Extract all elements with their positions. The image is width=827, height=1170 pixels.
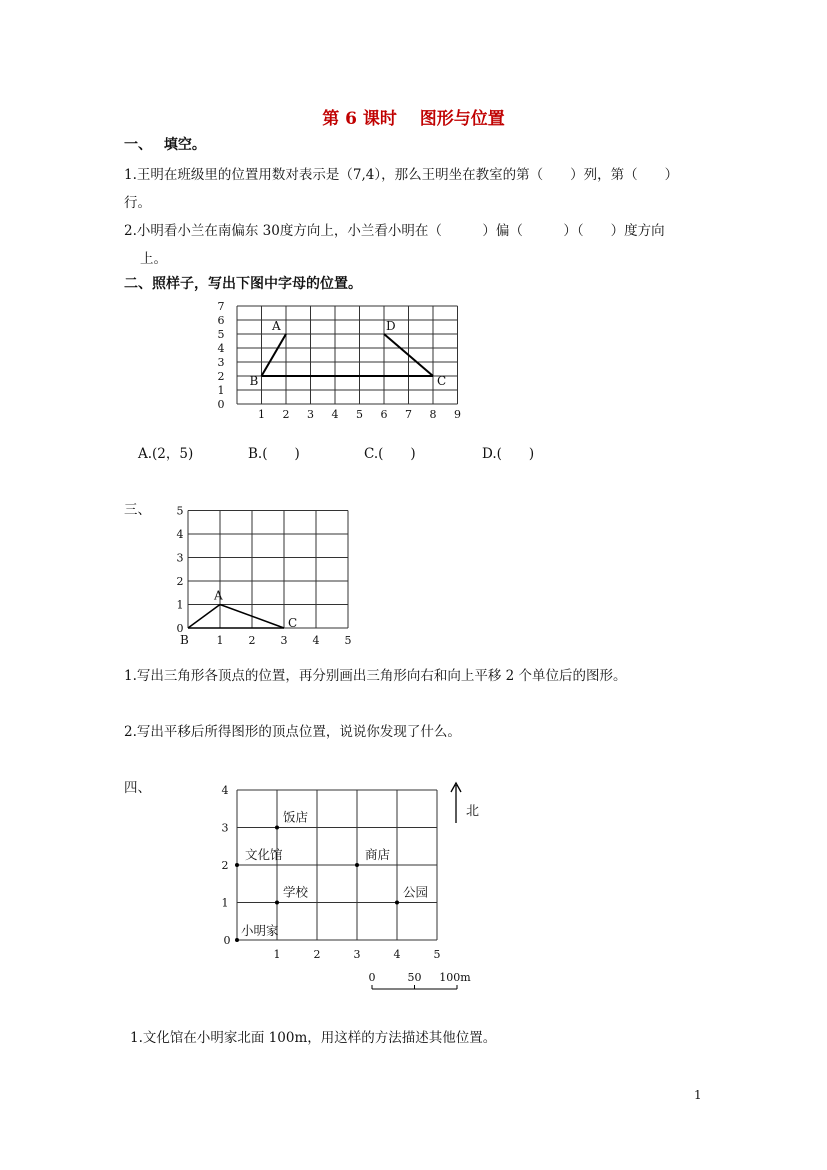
x-tick-label: 2: [248, 634, 256, 647]
question-1-line-1: 1.王明在班级里的位置用数对表示是（7,4），那么王明坐在教室的第（ ）列，第（ ）: [124, 167, 679, 183]
figure-segment: [262, 334, 287, 376]
vertex-label-c: C: [288, 616, 298, 630]
place-label: 小明家: [241, 923, 279, 938]
y-tick-label: 4: [217, 342, 225, 355]
place-label: 饭店: [283, 809, 309, 825]
y-tick-label: 3: [217, 356, 225, 369]
x-tick-label: 5: [344, 634, 352, 647]
y-tick-label: 3: [176, 551, 184, 565]
place-dot: [395, 901, 399, 905]
section-4-question-1: 1.文化馆在小明家北面 100m，用这样的方法描述其他位置。: [130, 1030, 497, 1046]
grid-figure-2: [205, 300, 475, 425]
y-tick-label: 2: [176, 575, 184, 588]
section-3-heading: 三、: [124, 502, 151, 518]
point-label-b: B: [249, 374, 259, 388]
x-tick-label: 8: [429, 408, 437, 421]
x-tick-label: 0: [223, 934, 231, 947]
y-tick-label: 4: [176, 528, 184, 541]
x-tick-label: 6: [380, 408, 388, 421]
section-4-heading: 四、: [124, 780, 151, 796]
x-tick-label: 2: [282, 408, 290, 421]
triangle-side: [188, 605, 220, 629]
x-tick-label: 1: [258, 408, 265, 421]
x-tick-label: 9: [454, 408, 461, 421]
x-tick-label: 0: [176, 622, 184, 635]
x-tick-label: 3: [353, 948, 361, 961]
answer-d: D.( ): [482, 446, 535, 462]
x-tick-label: 4: [331, 408, 339, 421]
x-tick-label: 4: [312, 634, 320, 647]
y-tick-label: 1: [221, 896, 229, 910]
y-tick-label: 7: [217, 300, 225, 313]
place-dot: [275, 826, 279, 830]
x-tick-label: 5: [356, 408, 363, 421]
scale-label: 100m: [439, 971, 471, 984]
page-number: 1: [694, 1088, 702, 1102]
section-3-question-2: 2.写出平移后所得图形的顶点位置，说说你发现了什么。: [124, 724, 461, 740]
x-tick-label: 4: [393, 948, 401, 961]
x-tick-label: 3: [307, 408, 314, 421]
place-label: 公园: [403, 884, 429, 900]
x-tick-label: 1: [216, 634, 224, 647]
answer-c: C.( ): [364, 446, 416, 462]
question-1-line-2: 行。: [124, 195, 151, 211]
y-tick-label: 5: [176, 504, 184, 518]
section-3-question-1: 1.写出三角形各顶点的位置，再分别画出三角形向右和向上平移 2 个单位后的图形。: [124, 668, 627, 684]
y-tick-label: 1: [176, 598, 184, 612]
place-label: 文化馆: [245, 847, 283, 862]
point-label-a: A: [272, 319, 281, 333]
grid-figure-3: [170, 505, 370, 650]
point-label-c: C: [437, 374, 447, 388]
place-dot: [355, 863, 359, 867]
x-tick-label: 7: [405, 408, 412, 421]
page-title: 第 6 课时 图形与位置: [322, 109, 505, 129]
grid-figure-4: [210, 775, 500, 1000]
y-tick-label: 0: [217, 398, 225, 411]
x-tick-label: 1: [273, 948, 281, 961]
scale-label: 0: [368, 971, 376, 984]
x-tick-label: 2: [313, 948, 321, 961]
scale-label: 50: [407, 971, 422, 984]
x-tick-label: 5: [433, 948, 441, 961]
vertex-label-a: A: [214, 588, 223, 603]
answer-b: B.( ): [248, 446, 300, 462]
answer-a: A.(2，5): [138, 446, 194, 462]
section-2-heading: 二、照样子，写出下图中字母的位置。: [124, 276, 362, 292]
section-1-heading: 一、 填空。: [124, 137, 206, 153]
north-label: 北: [466, 804, 480, 819]
vertex-label-b: B: [180, 633, 189, 647]
y-tick-label: 1: [217, 384, 225, 397]
y-tick-label: 5: [217, 328, 225, 341]
place-dot: [235, 863, 239, 867]
y-tick-label: 4: [221, 784, 229, 797]
question-2-line-1: 2.小明看小兰在南偏东 30度方向上，小兰看小明在（ ）偏（ ）（ ）度方向: [124, 223, 665, 239]
place-label: 学校: [283, 884, 309, 900]
x-tick-label: 3: [280, 634, 288, 647]
place-dot: [275, 901, 279, 905]
y-tick-label: 6: [217, 314, 225, 327]
place-dot: [235, 938, 239, 942]
y-tick-label: 3: [221, 821, 229, 835]
point-label-d: D: [386, 319, 396, 333]
place-label: 商店: [365, 847, 391, 862]
question-2-line-2: 上。: [140, 251, 167, 267]
y-tick-label: 2: [221, 859, 229, 872]
y-tick-label: 2: [217, 370, 225, 383]
